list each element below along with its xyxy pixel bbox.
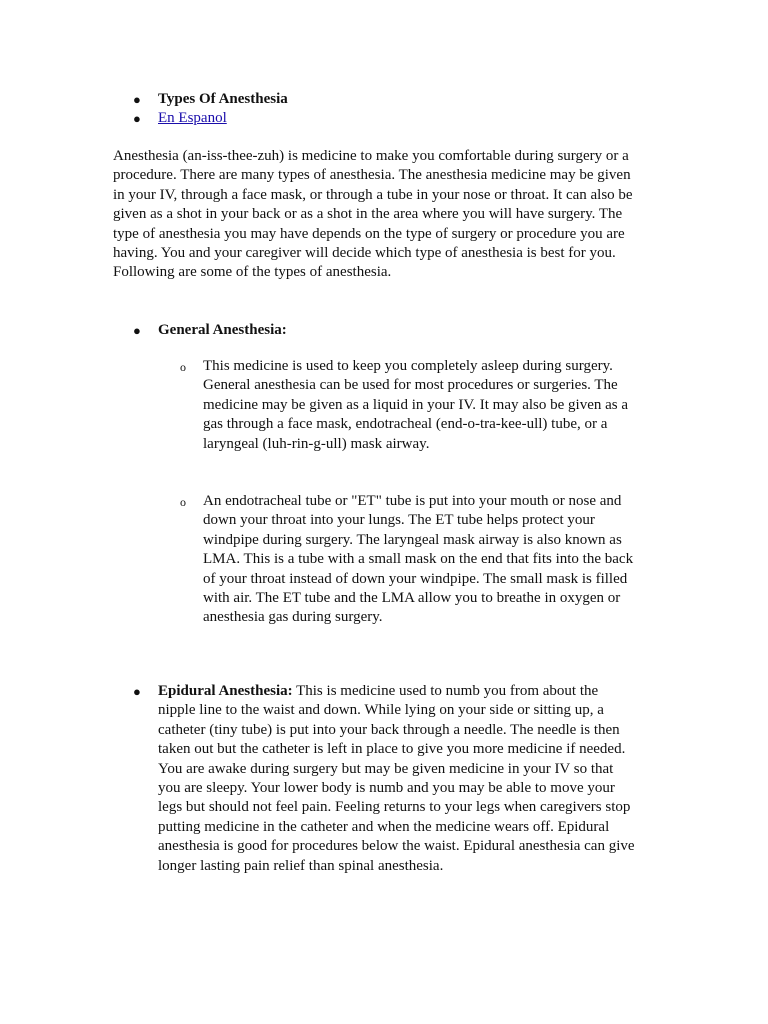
general-heading: General Anesthesia: [158,322,287,338]
bullet-icon: ● [133,684,141,699]
list-item-espanol [0,109,636,128]
intro-paragraph: Anesthesia (an-iss-thee-zuh) is medicine to make you comfortable during surgery or a procedure. There are many types of anesthesia. The anesthesia medicine may be given in your IV, through a face mask, or through a tube in your nose or throat. It can also be given as a shot in your back or as a shot in the area where you will have surgery. The type of anesthesia you may have depends on the type of surgery or procedure you are having. You and your caregiver will decide which type of anesthesia is best for you. Following are some of the types of anesthesia. [113,148,633,281]
epidural-text: This is medicine used to numb you from about the nipple line to the waist and down. While lying on your side or sitting up, a catheter (tiny tube) is put into your back through a needle. The needle is then taken out but the catheter is left in place to give you more medicine if needed. You are awake during surgery but may be given medicine in your IV so that you are sleepy. Your lower body is numb and you may be able to move your legs but should not feel pain. Feeling returns to your legs when caregivers stop putting medicine in the catheter and when the medicine wears off. Epidural anesthesia is good for procedures below the waist. Epidural anesthesia can give longer lasting pain relief than spinal anesthesia. [158,683,635,874]
top-list [0,90,636,129]
general-sublist-2 [0,492,643,628]
general-sub-text-1: This medicine is used to keep you completely asleep during surgery. General anesthesia can be used for most procedures or surgeries. The medicine may be given as a liquid in your IV. It may also be given as a gas through a face mask, endotracheal (end-o-tra-kee-ull) tube, or a laryngeal (luh-rin-g-ull) mask airway. [203,358,629,452]
types-heading: Types Of Anesthesia [158,91,288,107]
general-list [0,321,636,340]
epidural-list [0,682,636,876]
circle-bullet-icon: o [180,495,186,509]
general-sub-item-2 [0,492,643,628]
general-sublist [0,357,643,454]
list-item-epidural [0,682,636,876]
bullet-icon: ● [133,92,141,107]
circle-bullet-icon: o [180,360,186,374]
general-sub-text-2: An endotracheal tube or "ET" tube is put into your mouth or nose and down your throat into your lungs. The ET tube helps protect your windpipe during surgery. The laryngeal mask airway is also known as LMA. This is a tube with a small mask on the end that fits into the back of your throat instead of down your windpipe. The small mask is filled with air. The ET tube and the LMA allow you to breathe in oxygen or anesthesia gas during surgery. [203,493,634,626]
bullet-icon: ● [133,323,141,338]
epidural-heading: Epidural Anesthesia: [158,683,293,699]
en-espanol-link[interactable]: En Espanol [158,110,227,127]
list-item-general [0,321,636,340]
bullet-icon: ● [133,111,141,127]
general-sub-item-1 [0,357,643,454]
list-item-types [0,90,636,109]
